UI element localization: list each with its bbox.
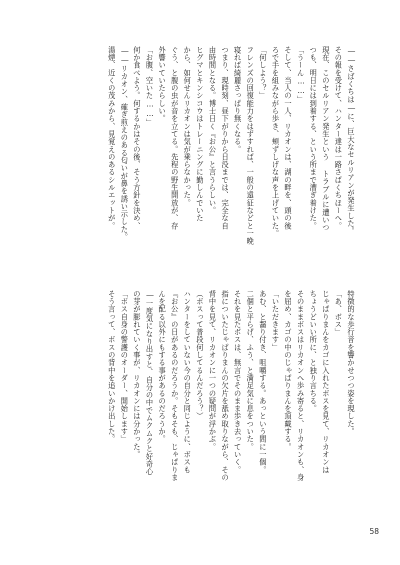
- text-line: から、如何せんリカオンは気が乗らなかった。: [183, 46, 193, 207]
- top-text-column: [57, 46, 357, 268]
- text-line: フレンズの回復能力をはずすれば、一般の遠征などと一晩: [246, 46, 256, 245]
- text-line: ろで手を組みながら歩き、頬ずしげな声を上げていた。: [271, 46, 281, 238]
- text-line: 二個と平らげ、ふう、と満足気に息をついた。: [246, 290, 256, 451]
- text-line: あむ、と齧り付き、咀嚼する。あっという間に一個。: [258, 290, 268, 474]
- text-line: 特徴的な歩行音を響かせつつ姿を現した。: [347, 290, 356, 436]
- text-line: 「いただきます」: [271, 290, 281, 352]
- text-line: 寝れば綺麗さっぱり無くなる。: [233, 46, 243, 154]
- bottom-text-column: [57, 290, 357, 522]
- text-line: つも、明日には到着する、という所まで漕ぎ着けた。: [309, 46, 319, 230]
- text-line: 何か食べよう。何するかはその後、そう方針を決め、: [132, 46, 142, 230]
- text-line: ぐう、と腹の虫が音を立てる。先程の野生開放が、存: [170, 46, 180, 230]
- text-line: 外響いていたらしい。: [158, 46, 168, 123]
- text-line: 「何しよう？」: [258, 46, 268, 100]
- text-line: ハンターをしていない今の自分と同じように、ボスも: [183, 290, 193, 474]
- text-line: 「うーん……」: [296, 46, 306, 104]
- text-line: つまり、現時刻、昼下がりから日没までは、完全な自: [221, 46, 231, 230]
- text-line: そのままボスはリカオンへ歩み寄ると、リカオンも、身: [296, 290, 306, 482]
- text-line: 「お腹、空いた……」: [145, 46, 155, 127]
- text-line: ヒグマとキンシコウはトレーニングに勤しんでいた: [195, 46, 205, 222]
- text-line: 現在、このセルリアン発生という トラブルに遭いつ: [321, 46, 331, 232]
- text-line: ―一度気になり出すと、自分の中でムクムクと好奇心: [145, 290, 155, 476]
- text-line: ――リカオン、確ぎ煎えのある匂いが鼻を誘い示した。: [120, 46, 130, 241]
- text-line: 『お公』の日があるのだろうか。そもそも、じゃぱりま: [170, 290, 180, 482]
- text-line: 背中を見て、リカオンに一つの疑問が浮かぶ。: [208, 290, 218, 451]
- text-line: （ボスって普段何してるんだろう？）: [195, 290, 205, 421]
- text-line: 由時間となる。博士日く『お公』と言うらしい。: [208, 46, 218, 215]
- text-line: 「ボス自身の警護のオーダー、開始します」: [120, 290, 130, 443]
- text-line: 湯煙、近くの茂みから、見覚えのあるシルエットが。: [107, 46, 117, 230]
- text-line: 「あ、ボス」: [334, 290, 344, 336]
- text-line: それを見たボスは、無言でそのまま歩き去っていく。: [233, 290, 243, 474]
- text-line: 指についたじゃぱりまんの欠片を舐め取りながら、その: [221, 290, 231, 482]
- text-line: んを配る以外にもする事があるのだろうか。: [158, 290, 168, 443]
- text-line: そして、当人の一人、リカオンは、湖の畔を、頭の後: [284, 46, 294, 230]
- text-line: そう言って、ボスの背中を追いかけ出した。: [107, 290, 117, 443]
- text-line: じゃぱりまんをカゴに入れたボスを見て、リカオンは: [321, 290, 331, 474]
- text-line: ――さばくちは―に、巨大なセルリアンが発生した。: [347, 46, 356, 235]
- text-line: ちょうどいい所に、と独り言ちる。: [309, 290, 319, 413]
- page-number: 58: [369, 527, 379, 536]
- text-line: の芽が膨れていく事が、リカオンには分かった。: [132, 290, 142, 459]
- text-line: を屈め、カゴの中のじゃぱりまんを頂戴する。: [284, 290, 294, 451]
- text-line: その報を受けて、ハンター達は一路さばくちほーへ。: [334, 46, 344, 230]
